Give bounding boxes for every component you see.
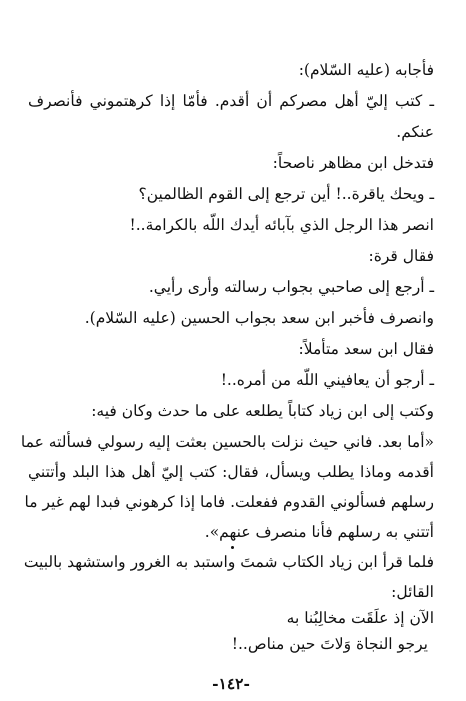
text-line: عنكم. [396, 123, 434, 141]
text-line: فتدخل ابن مظاهر ناصحاً: [272, 154, 434, 172]
page-number: -١٤٢- [212, 674, 250, 693]
text-line: ـ ويحك ياقرة..! أين ترجع إلى القوم الظالمين؟ [138, 185, 434, 203]
verse-ornament-dot [231, 546, 234, 549]
text-line: انصر هذا الرجل الذي بآبائه أيدك اللّه بالكرامة..! [129, 216, 434, 234]
text-line: وكتب إلى ابن زياد كتاباً يطلعه على ما حدث وكان فيه: [91, 402, 434, 420]
book-page [20, 58, 434, 693]
text-line: فقال قرة: [368, 247, 434, 265]
text-line: القائل: [391, 583, 434, 601]
quote-line: «أما بعد. فاني حيث نزلت بالحسين بعثت إليه رسولي فسألته عما [20, 433, 434, 451]
text-line: فأجابه (عليه السّلام): [298, 61, 434, 79]
text-line: وانصرف فأخبر ابن سعد بجواب الحسين (عليه السّلام). [84, 309, 434, 327]
quote-line: أقدمه وماذا يطلب ويسأل، فقال: كتب إليّ أهل هذا البلد وأتتني [28, 463, 434, 481]
text-line: ـ أرجع إلى صاحبي بجواب رسالته وأرى رأيي. [148, 278, 434, 296]
text-line: فلما قرأ ابن زياد الكتاب شمتَ واستبد به الغرور واستشهد بالبيت [23, 553, 434, 571]
text-line: ـ أرجو أن يعافيني اللّه من أمره..! [220, 371, 434, 389]
quote-line: أتتني به رسلهم فأنا منصرف عنهم». [204, 523, 434, 541]
quote-line: رسلهم فسألوني القدوم ففعلت. فاما إذا كرهوني فبدا لهم غير ما [24, 493, 434, 511]
verse-first-hemistich: الآن إذ علَقَت مخالِبُنا به [286, 609, 434, 627]
text-line: فقال ابن سعد متأملاً: [298, 340, 434, 358]
text-line: ـ كتب إليّ أهل مصركم أن أقدم. فأمّا إذا كرهتموني فأنصرف [28, 92, 434, 110]
verse-second-hemistich: يرجو النجاة وَلاتَ حين مناص..! [231, 635, 428, 653]
